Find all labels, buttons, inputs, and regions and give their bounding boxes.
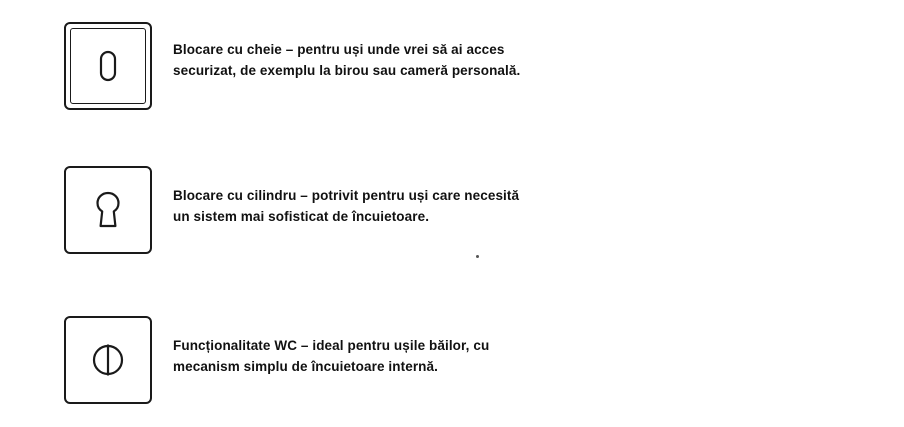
thumbturn-shape	[86, 338, 130, 382]
keyhole-plate-icon	[64, 22, 152, 110]
euro-profile-keyhole-shape	[88, 185, 128, 235]
feature-description-line: Funcționalitate WC – ideal pentru ușile băilor, cu	[173, 338, 490, 353]
list-item	[64, 316, 489, 404]
list-item	[64, 166, 519, 254]
feature-description-line: mecanism simplu de încuietoare internă.	[173, 358, 438, 374]
feature-description	[173, 166, 519, 228]
feature-description	[173, 22, 520, 82]
list-item	[64, 22, 520, 110]
feature-description-line: Blocare cu cheie – pentru uși unde vrei să ai acces	[173, 42, 505, 57]
euro-cylinder-keyhole-icon	[64, 166, 152, 254]
wc-thumbturn-icon	[64, 316, 152, 404]
stray-dot	[476, 255, 479, 258]
keyhole-slot-shape	[88, 42, 128, 90]
feature-description-line: un sistem mai sofisticat de încuietoare.	[173, 208, 430, 224]
feature-description-line: Blocare cu cilindru – potrivit pentru uși care necesită	[173, 188, 520, 203]
feature-description-line: securizat, de exemplu la birou sau cameră personală.	[173, 62, 521, 78]
feature-description	[173, 316, 489, 378]
